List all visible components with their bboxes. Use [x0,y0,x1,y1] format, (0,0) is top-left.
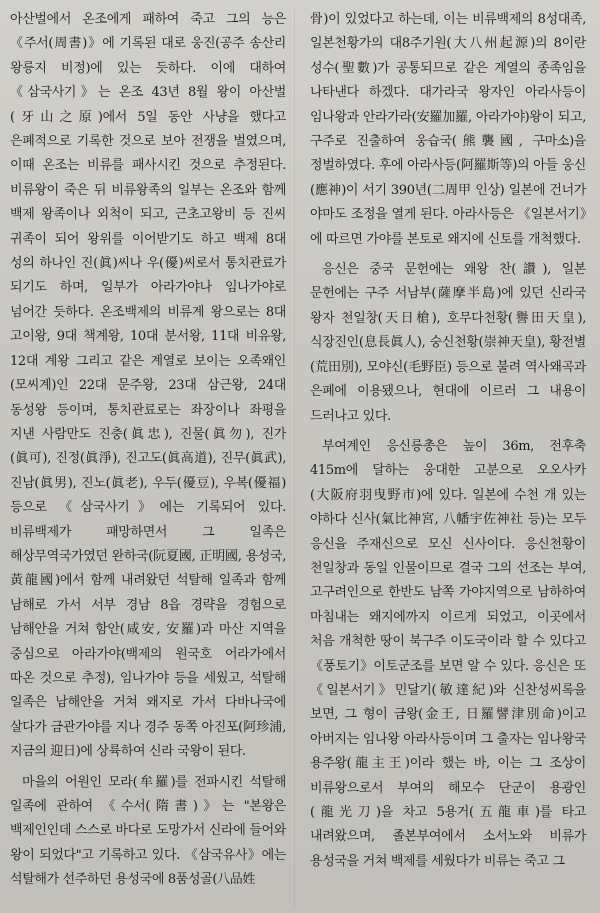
right-paragraph-2: 응신은 중국 문헌에는 왜왕 찬(讚), 일본 문헌에는 구주 서남부(薩摩半島)에 있던 신라국 왕자 천일창(天日槍), 호무다천황(譽田天皇), 식장진인(息長眞人), 숭신천황(崇神天皇), 황전별(荒田別), 모야신(毛野臣) 등으로 불려 역사왜곡과 은폐에 이용됐으나, 현대에 이르러 그 내용이 드러나고 있다. [310,262,586,424]
right-text-column [310,8,586,874]
right-paragraph-1: 骨)이 있었다고 하는데, 이는 비류백제의 8성대족, 일본천황가의 대8주기원(大八州起源)의 8이란 성수(聖數)가 공통되므로 같은 계열의 종족임을 나타낸다 하겠다. 대가라국 왕자인 아라사등이 임나왕과 안라가라(安羅加羅, 아라가야)왕이 되고, 구주로 진출하여 웅습국(熊襲國, 구마소)을 정벌하였다. 후에 아라사등(阿羅斯等)의 아들 웅신(應神)이 서기 390년(二周甲 인상) 일본에 건너가 야마도 조정을 열게 된다. 아라사등은 《일본서기》에 따르면 가야를 본토로 왜지에 신토를 개척했다. [310,12,586,247]
left-text-column [10,8,286,893]
left-paragraph-2: 마을의 어원인 모라(牟羅)를 전파시킨 석탈해 일족에 관하여 《수서(隋書)》는 "본왕은 백제인인데 스스로 바다로 도망가서 신라에 들어와 왕이 되었다"고 기록하고 있다. 《삼국유사》에는 석탈해가 선주하던 용성국에 8품성골(八品姓 [10,774,286,888]
left-paragraph-1: 아산벌에서 온조에게 패하여 죽고 그의 능은 《주서(周書)》에 기록된 대로 웅진(공주 송산리 왕릉지 비정)에 있는 듯하다. 이에 대하여 《삼국사기》는 온조 43년 8월 왕이 아산벌(牙山之原)에서 5일 동안 사냥을 했다고 은폐적으로 기록한 것으로 보아 전쟁을 벌였으며, 이때 온조는 비류를 패사시킨 것으로 추정된다. 비류왕이 죽은 뒤 비류왕족의 일부는 온조와 함께 백제 왕족이나 외척이 되고, 근초고왕비 등 진씨 귀족이 되어 왕위를 이어받기도 하고 백제 8대 성의 하나인 진(眞)씨나 우(優)씨로서 통치관료가 되기도 하며, 일부가 아라가야나 임나가야로 넘어간 듯하다. 온조백제의 비류계 왕으로는 8대 고이왕, 9대 책계왕, 10대 분서왕, 11대 비유왕, 12대 계왕 그리고 같은 계열로 보이는 오족왜인(모씨계)인 22대 문주왕, 23대 삼근왕, 24대 동성왕 등이며, 통치관료로는 좌장이나 좌평을 지낸 사람만도 진충(眞忠), 진물(眞勿), 진가(眞可), 진정(眞淨), 진고도(眞高道), 진무(眞武), 진남(眞男), 진노(眞老), 우두(優豆), 우복(優福) 등으로 《삼국사기》에는 기록되어 있다. 비류백제가 패망하면서 그 일족은 해상무역국가였던 완하국(阮夏國, 正明國, 용성국, 黃龍國)에서 함께 내려왔던 석탈해 일족과 함께 남해로 가서 서부 경남 8읍 경략을 경험으로 남해안을 거쳐 함안(咸安, 安羅)과 마산 지역을 중심으로 아라가야(백제의 원국호 어라가에서 따온 것으로 추정), 임나가야 등을 세웠고, 석탈해 일족은 남해안을 거쳐 왜지로 가서 다바나국에 살다가 금관가야를 지나 경주 동쪽 아진포(阿珍浦, 지금의 迎日)에 상륙하여 신라 국왕이 된다. [10,12,286,760]
column-gutter [294,8,295,908]
right-paragraph-3: 부여계인 응신릉총은 높이 36m, 전후축 415m에 달하는 웅대한 고분으로 오오사카(大阪府羽曳野市)에 있다. 일본에 수천 개 있는 야하다 신사(氣比神宮, 八幡宇佐神社 등)는 모두 응신을 주재신으로 모신 신사이다. 응신천황이 천일창과 동일 인물이므로 결국 그의 선조는 부여, 고구려인으로 한반도 남쪽 가야지역으로 남하하여 마침내는 왜지에까지 이르게 되었고, 이곳에서 처음 개척한 땅이 북구주 이도국이라 할 수 있다고 《풍토기》이토군조를 보면 알 수 있다. 응신은 또 《일본서기》민달기(敏達紀)와 신찬성씨록을 보면, 그 형이 금왕(金王, 日羅譬津別命)이고 아버지는 임나왕 아라사등이며 그 출자는 임나왕국 용주왕(龍主王)이라 했는 바, 이는 그 조상이 비류왕으로서 부여의 해모수 단군이 용광인(龍光刀)을 차고 5용거(五龍車)를 타고 내려왔으며, 졸본부여에서 소서노와 비류가 용성국을 거쳐 백제를 세웠다가 비류는 죽고 그 [310,438,586,869]
